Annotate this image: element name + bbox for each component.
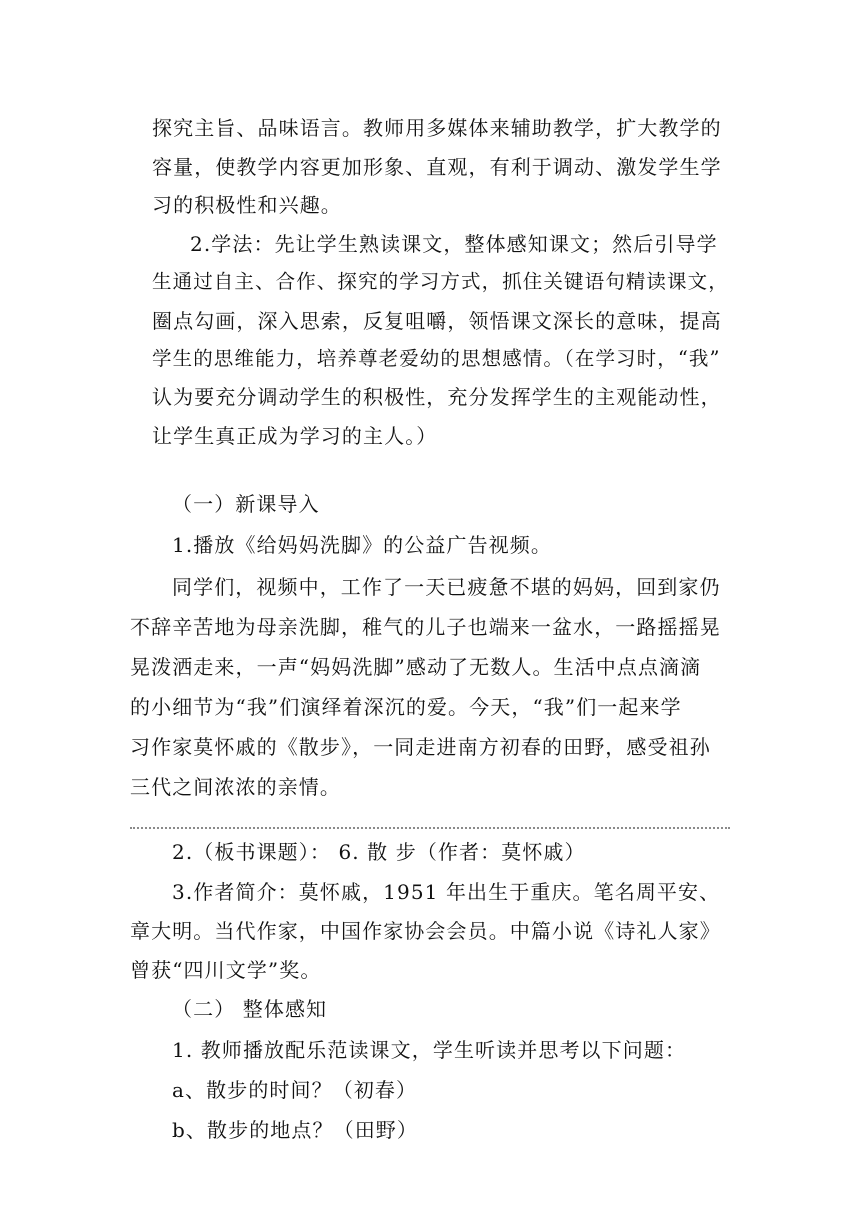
paragraph-line: 不辞辛苦地为母亲洗脚，稚气的儿子也端来一盆水，一路摇摇晃 xyxy=(130,615,721,639)
paragraph-line: 1. 教师播放配乐范读课文，学生听读并思考以下问题： xyxy=(172,1038,687,1062)
paragraph-line: 让学生真正成为学习的主人。） xyxy=(152,424,438,448)
page-divider xyxy=(130,827,730,829)
list-item: a、散步的时间？（初春） xyxy=(172,1078,418,1102)
paragraph-line: 三代之间浓浓的亲情。 xyxy=(130,775,341,799)
paragraph-line: 2.学法：先让学生熟读课文，整体感知课文；然后引导学 xyxy=(190,232,718,256)
paragraph-line: 学生的思维能力，培养尊老爱幼的思想感情。（在学习时，“我” xyxy=(152,347,721,370)
paragraph-line: 认为要充分调动学生的积极性，充分发挥学生的主观能动性， xyxy=(152,385,722,409)
paragraph-line: 圈点勾画，深入思索，反复咀嚼，领悟课文深长的意味，提高 xyxy=(152,309,722,333)
paragraph-line: 习的积极性和兴趣。 xyxy=(152,193,342,217)
section-heading: （一）新课导入 xyxy=(172,492,320,516)
paragraph-line: 晃泼洒走来，一声“妈妈洗脚”感动了无数人。生活中点点滴滴 xyxy=(130,655,702,679)
paragraph-line: 曾获“四川文学”奖。 xyxy=(130,958,322,982)
section-heading: （二） 整体感知 xyxy=(172,997,328,1021)
paragraph-line: 章大明。当代作家，中国作家协会会员。中篇小说《诗礼人家》 xyxy=(130,919,721,943)
paragraph-line: 同学们，视频中，工作了一天已疲惫不堪的妈妈，回到家仍 xyxy=(172,575,721,599)
paragraph-line: 3.作者简介：莫怀戚，1951 年出生于重庆。笔名周平安、 xyxy=(172,880,721,904)
paragraph-line: 容量，使教学内容更加形象、直观，有利于调动、激发学生学 xyxy=(152,155,722,179)
paragraph-line: 习作家莫怀戚的《散步》，一同走进南方初春的田野，感受祖孙 xyxy=(130,735,711,759)
paragraph-line: 生通过自主、合作、探究的学习方式，抓住关键语句精读课文， xyxy=(152,270,729,293)
paragraph-line: 1.播放《给妈妈洗脚》的公益广告视频。 xyxy=(172,533,552,557)
paragraph-line: 2.（板书课题）： 6. 散 步（作者：莫怀戚） xyxy=(172,840,586,864)
paragraph-line: 探究主旨、品味语言。教师用多媒体来辅助教学，扩大教学的 xyxy=(152,116,722,140)
list-item: b、散步的地点？（田野） xyxy=(172,1118,419,1142)
paragraph-line: 的小细节为“我”们演绎着深沉的爱。今天，“我”们一起来学 xyxy=(130,695,682,719)
